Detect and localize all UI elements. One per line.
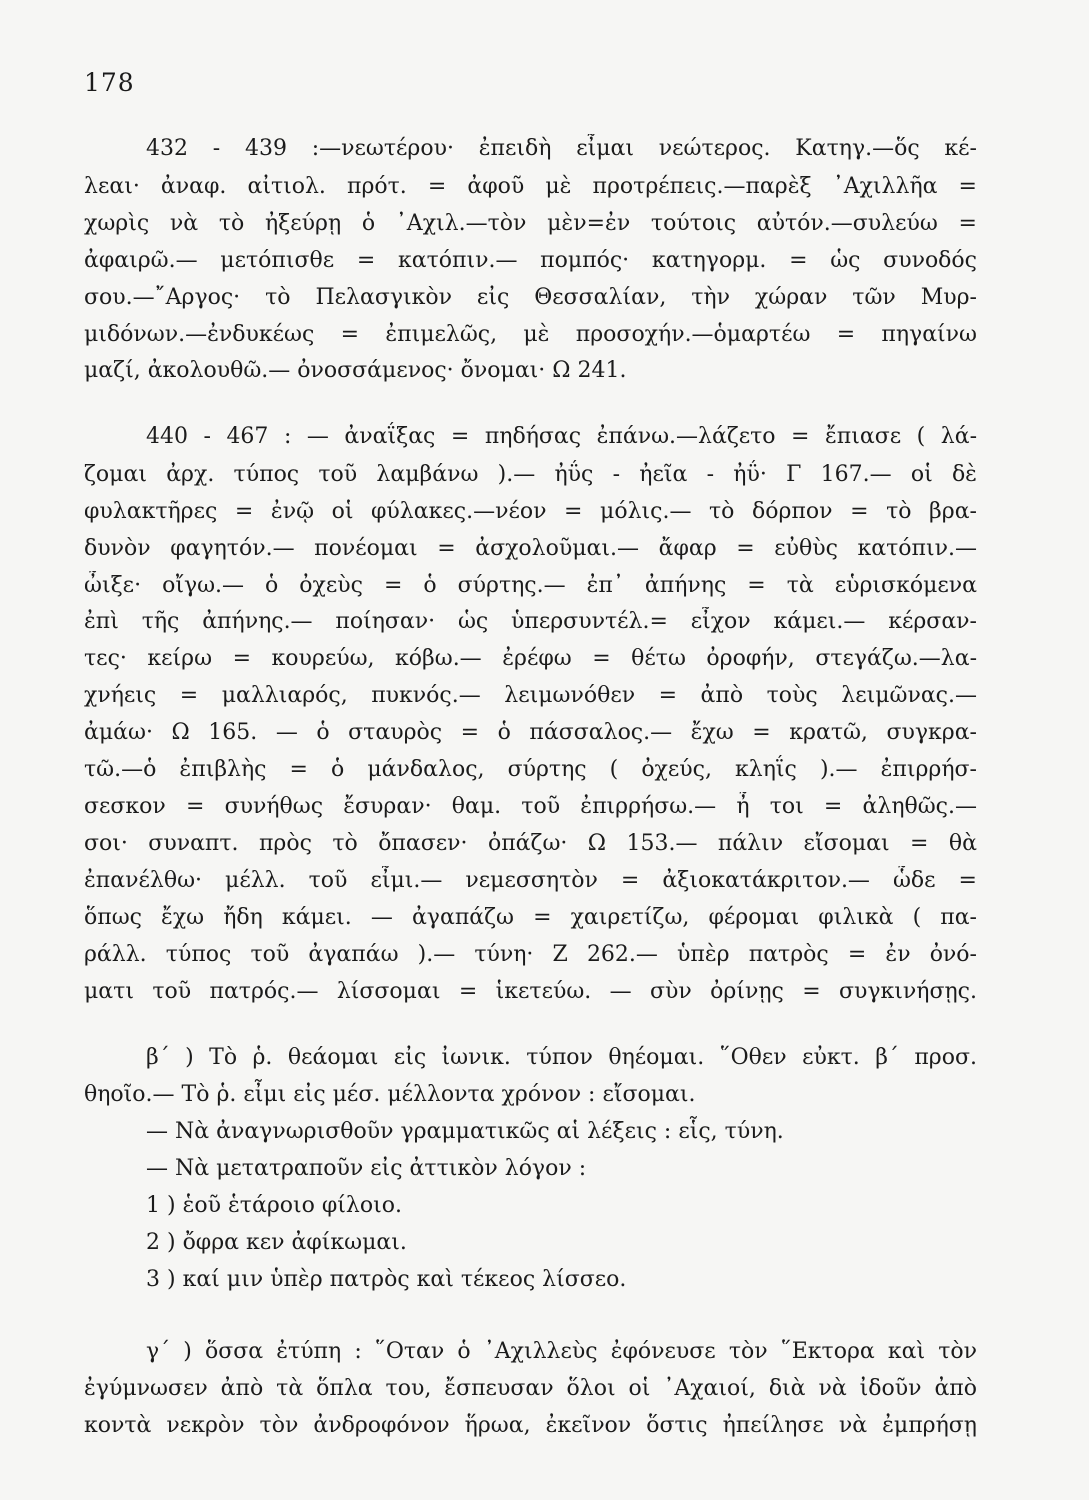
- text-line: ζομαι ἀρχ. τύπος τοῦ λαμβάνω ).— ἠΰς - ἠεῖα - ἠΰ· Γ 167.— οἱ δὲ: [84, 462, 977, 487]
- text-line: β΄ ) Τὸ ῥ. θεάομαι εἰς ἰωνικ. τύπον θηέομαι. ῞Οθεν εὐκτ. β΄ προσ.: [146, 1045, 977, 1070]
- text-line: ἀμάω· Ω 165. — ὁ σταυρὸς = ὁ πάσσαλος.— ἔχω = κρατῶ, συγκρα-: [84, 720, 977, 745]
- text-line: μιδόνων.—ἐνδυκέως = ἐπιμελῶς, μὲ προσοχήν.—ὁμαρτέω = πηγαίνω: [84, 322, 977, 347]
- list-item: 2 ) ὄφρα κεν ἀφίκωμαι.: [146, 1230, 407, 1255]
- text-line: χωρὶς νὰ τὸ ἠξεύρῃ ὁ ᾽Αχιλ.—τὸν μὲν=ἐν τούτοις αὐτόν.—συλεύω =: [84, 211, 977, 236]
- list-item: 3 ) καί μιν ὑπὲρ πατρὸς καὶ τέκεος λίσσεο.: [146, 1267, 627, 1292]
- text-line: τῶ.—ὁ ἐπιβλὴς = ὁ μάνδαλος, σύρτης ( ὀχεύς, κληΐς ).— ἐπιρρήσ-: [84, 757, 977, 782]
- text-line: σοι· συναπτ. πρὸς τὸ ὄπασεν· ὀπάζω· Ω 153.— πάλιν εἴσομαι = θὰ: [84, 831, 977, 856]
- text-line: 440 - 467 : — ἀναΐξας = πηδήσας ἐπάνω.—λάζετο = ἔπιασε ( λά-: [146, 424, 977, 449]
- text-line: 432 - 439 :—νεωτέρου· ἐπειδὴ εἶμαι νεώτερος. Κατηγ.—ὅς κέ-: [146, 136, 977, 161]
- text-line: θηοῖο.— Τὸ ῥ. εἶμι εἰς μέσ. μέλλοντα χρόνον : εἴσομαι.: [84, 1082, 696, 1107]
- text-line: ἐπανέλθω· μέλλ. τοῦ εἶμι.— νεμεσσητὸν = ἀξιοκατάκριτον.— ὧδε =: [84, 868, 977, 893]
- text-line: τες· κείρω = κουρεύω, κόβω.— ἐρέφω = θέτω ὀροφήν, στεγάζω.—λα-: [84, 646, 977, 671]
- text-line: φυλακτῆρες = ἐνῷ οἱ φύλακες.—νέον = μόλις.— τὸ δόρπον = τὸ βρα-: [84, 499, 977, 524]
- text-line: σου.—῎Αργος· τὸ Πελασγικὸν εἰς Θεσσαλίαν, τὴν χώραν τῶν Μυρ-: [84, 285, 977, 310]
- text-line: ματι τοῦ πατρός.— λίσσομαι = ἱκετεύω. — σὺν ὀρίνῃς = συγκινήσῃς.: [84, 979, 977, 1004]
- text-line: ἀφαιρῶ.— μετόπισθε = κατόπιν.— πομπός· κατηγορμ. = ὡς συνοδός: [84, 248, 977, 273]
- text-line: ράλλ. τύπος τοῦ ἀγαπάω ).— τύνη· Ζ 262.— ὑπὲρ πατρὸς = ἐν ὀνό-: [84, 942, 977, 967]
- text-line: ὦιξε· οἴγω.— ὁ ὀχεὺς = ὁ σύρτης.— ἐπ᾽ ἀπήνης = τὰ εὑρισκόμενα: [84, 573, 977, 598]
- text-line: χνήεις = μαλλιαρός, πυκνός.— λειμωνόθεν = ἀπὸ τοὺς λειμῶνας.—: [84, 683, 977, 708]
- text-line: σεσκον = συνήθως ἔσυραν· θαμ. τοῦ ἐπιρρήσω.— ἦ τοι = ἀληθῶς.—: [84, 794, 977, 819]
- text-line: κοντὰ νεκρὸν τὸν ἀνδροφόνον ἥρωα, ἐκεῖνον ὅστις ἠπείλησε νὰ ἐμπρήσῃ: [84, 1413, 977, 1438]
- text-line: — Νὰ ἀναγνωρισθοῦν γραμματικῶς αἱ λέξεις : εἷς, τύνη.: [146, 1119, 784, 1144]
- text-line: δυνὸν φαγητόν.— πονέομαι = ἀσχολοῦμαι.— ἄφαρ = εὐθὺς κατόπιν.—: [84, 536, 977, 561]
- text-line: λεαι· ἀναφ. αἰτιολ. πρότ. = ἀφοῦ μὲ προτρέπεις.—παρὲξ ᾽Αχιλλῆα =: [84, 174, 977, 199]
- text-line: ἐγύμνωσεν ἀπὸ τὰ ὅπλα του, ἔσπευσαν ὅλοι οἱ ᾽Αχαιοί, διὰ νὰ ἰδοῦν ἀπὸ: [84, 1376, 977, 1401]
- text-line: μαζί, ἀκολουθῶ.— ὀνοσσάμενος· ὄνομαι· Ω 241.: [84, 358, 627, 383]
- page-number: 178: [84, 68, 135, 97]
- text-line: ἐπὶ τῆς ἀπήνης.— ποίησαν· ὡς ὑπερσυντέλ.= εἶχον κάμει.— κέρσαν-: [84, 609, 977, 634]
- text-line: ὅπως ἔχω ἤδη κάμει. — ἀγαπάζω = χαιρετίζω, φέρομαι φιλικὰ ( πα-: [84, 905, 977, 930]
- text-line: γ΄ ) ὅσσα ἐτύπη : ῞Οταν ὁ ᾽Αχιλλεὺς ἐφόνευσε τὸν ῞Εκτορα καὶ τὸν: [146, 1339, 977, 1364]
- list-item: 1 ) ἑοῦ ἑτάροιο φίλοιο.: [146, 1193, 402, 1218]
- text-line: — Νὰ μετατραποῦν εἰς ἀττικὸν λόγον :: [146, 1156, 587, 1181]
